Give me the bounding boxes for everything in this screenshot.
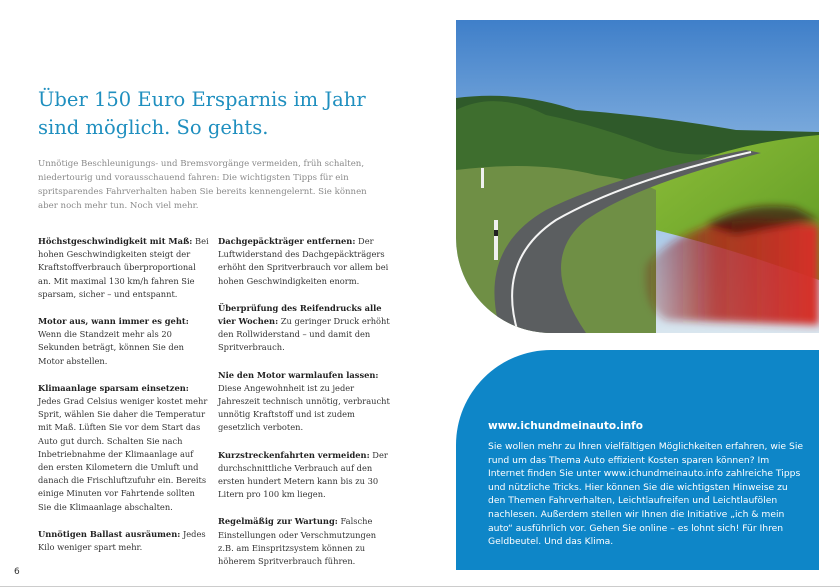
tip-title: Motor aus, wann immer es geht: [38,316,189,327]
tip-text: Jedes Grad Celsius weniger kostet mehr Sprit, wählen Sie daher die Temperatur mit Maß. Lüften Sie vor dem Start das Auto gut durch. Schalten Sie nach Inbetriebnahme der Klimaanlage auf den ersten Kilometern die Umluft und danach die Frischluftzufuhr ein. Bereits einige Minuten vor Fahrtende sollten Sie die Klimaanlage abschalten. [38,396,208,512]
page-number: 6 [14,567,20,577]
info-box [456,350,819,570]
intro-paragraph: Unnötige Beschleunigungs- und Bremsvorgänge vermeiden, früh schalten, niedertourig und vorausschauend fahren: Die wichtigsten Tipps für ein spritsparendes Fahrverhalten haben Sie bereits kennengelernt. Sie können aber noch mehr tun. Noch viel mehr. [38,159,367,211]
info-box-title: www.ichundmeinauto.info [488,420,643,432]
tip-title: Unnötigen Ballast ausräumen: [38,528,181,539]
tip-item [218,369,390,435]
tip-item [38,382,210,514]
tip-text: Zu geringer Druck erhöht den Rollwiderstand – und damit den Spritverbrauch. [218,316,390,353]
tip-item [218,515,390,568]
tip-title: Klimaanlage sparsam einsetzen: [38,382,189,393]
road-car-photo [456,20,819,333]
info-box-body: Sie wollen mehr zu Ihren vielfältigen Möglichkeiten erfahren, wie Sie rund um das Thema Auto effizient Kosten sparen können? Im Internet finden Sie unter www.ichundmeinauto.info zahlreiche Tipps und nützliche Tricks. Hier können Sie die wichtigsten Hinweise zu den Themen Fahrverhalten, Leichtlaufreifen und Leichtlaufölen nachlesen. Außerdem stellen wir Ihnen die Initiative „ich & mein auto“ ausführlich vor. Gehen Sie online – es lohnt sich! Für Ihren Geldbeutel. Und das Klima. [488,441,804,548]
tip-item [218,449,390,502]
tip-item [38,235,210,301]
tip-title: Nie den Motor warmlaufen lassen: [218,369,379,380]
tip-text: Bei hohen Geschwindigkeiten steigt der Kraftstoffverbrauch überproportional an. Mit maximal 130 km/h fahren Sie sparsam, sicher – und entspannt. [38,236,209,299]
tip-item [218,302,390,355]
tip-title: Höchstgeschwindigkeit mit Maß: [38,236,193,246]
tips-column-middle [218,235,390,582]
tip-text: Jedes Kilo weniger spart mehr. [38,528,206,553]
tip-item [38,315,210,368]
photo-illustration [456,20,819,333]
tip-item [38,528,210,554]
tip-title: Überprüfung des Reifendrucks alle vier Wochen: [218,302,382,327]
tip-title: Regelmäßig zur Wartung: [218,516,338,527]
tip-text: Der Luftwiderstand des Dachgepäckträgers erhöht den Spritverbrauch vor allem bei hohen Geschwindigkeiten enorm. [218,236,389,286]
tips-column-left [38,235,210,568]
tip-text: Wenn die Standzeit mehr als 20 Sekunden beträgt, können Sie den Motor abstellen. [38,329,184,366]
tip-title: Dachgepäckträger entfernen: [218,236,356,246]
page-headline: Über 150 Euro Ersparnis im Jahr sind möglich. So gehts. [38,88,366,139]
tip-title: Kurzstreckenfahrten vermeiden: [218,449,370,460]
tip-text: Falsche Einstellungen oder Verschmutzungen z.B. am Einspritzsystem können zu höherem Spritverbrauch führen. [218,516,377,567]
tip-text: Der durchschnittliche Verbrauch auf den ersten hundert Metern kann bis zu 30 Litern pro 100 km liegen. [218,449,388,500]
tip-item [218,235,390,288]
tip-text: Diese Angewohnheit ist zu jeder Jahreszeit technisch unnötig, verbraucht unnötig Kraftstoff und ist zudem gesetzlich verboten. [218,382,390,433]
